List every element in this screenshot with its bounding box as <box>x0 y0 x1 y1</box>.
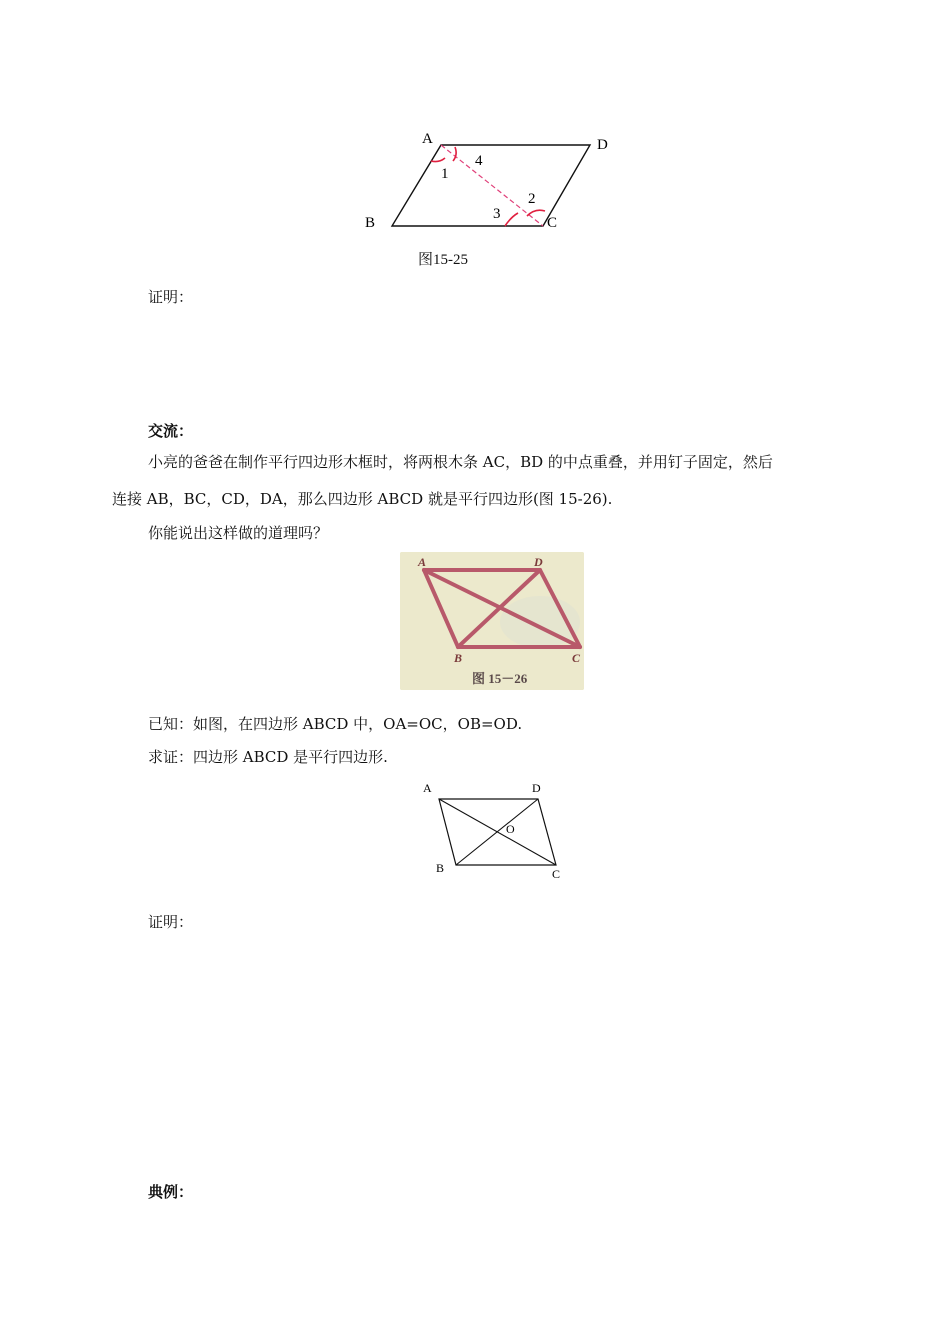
wooden-frame-diagram <box>400 552 584 690</box>
exchange-paragraph-line-2: 连接 AB，BC，CD，DA，那么四边形 ABCD 就是平行四边形(图 15-26). <box>112 490 613 508</box>
figure-15-26-photo <box>400 552 584 690</box>
angle-3-label: 3 <box>493 206 501 222</box>
angle-3-arc <box>505 213 518 226</box>
point-d-label: D <box>532 781 541 795</box>
prove-statement: 求证：四边形 ABCD 是平行四边形. <box>148 748 388 766</box>
exchange-question: 你能说出这样做的道理吗？ <box>148 524 329 542</box>
angle-1-label: 1 <box>441 166 449 182</box>
point-c-label: C <box>552 867 561 881</box>
point-d-label: D <box>597 137 608 153</box>
angle-2-label: 2 <box>528 191 536 207</box>
angle-4-label: 4 <box>475 153 483 169</box>
point-c-label: C <box>547 215 558 231</box>
photo-caption: 图 15－26 <box>472 671 528 686</box>
given-statement: 已知：如图，在四边形 ABCD 中，OA=OC，OB=OD. <box>148 715 523 733</box>
diagonal-bd <box>456 799 538 865</box>
point-b-label: B <box>365 215 376 231</box>
photo-point-b: B <box>454 651 463 665</box>
point-b-label: B <box>436 861 445 875</box>
point-a-label: A <box>422 131 433 147</box>
exchange-paragraph-line-1: 小亮的爸爸在制作平行四边形木框时，将两根木条 AC，BD 的中点重叠，并用钉子固定，然后 <box>148 453 773 471</box>
figure-quadrilateral-abcd <box>415 778 565 883</box>
photo-point-d: D <box>534 555 543 569</box>
parallelogram-abcd <box>392 145 590 226</box>
example-heading: 典例： <box>148 1183 194 1201</box>
point-a-label: A <box>423 781 432 795</box>
figure-15-25-caption: 图15-25 <box>418 252 468 268</box>
figure-15-25 <box>355 125 625 240</box>
diagonal-ac <box>441 145 543 226</box>
proof-1-label: 证明： <box>148 288 194 306</box>
proof-2-label: 证明： <box>148 913 194 931</box>
point-o-label: O <box>506 822 515 836</box>
photo-point-c: C <box>572 651 581 665</box>
photo-point-a: A <box>418 555 427 569</box>
exchange-heading: 交流： <box>148 422 194 440</box>
angle-4-arc <box>453 147 456 161</box>
